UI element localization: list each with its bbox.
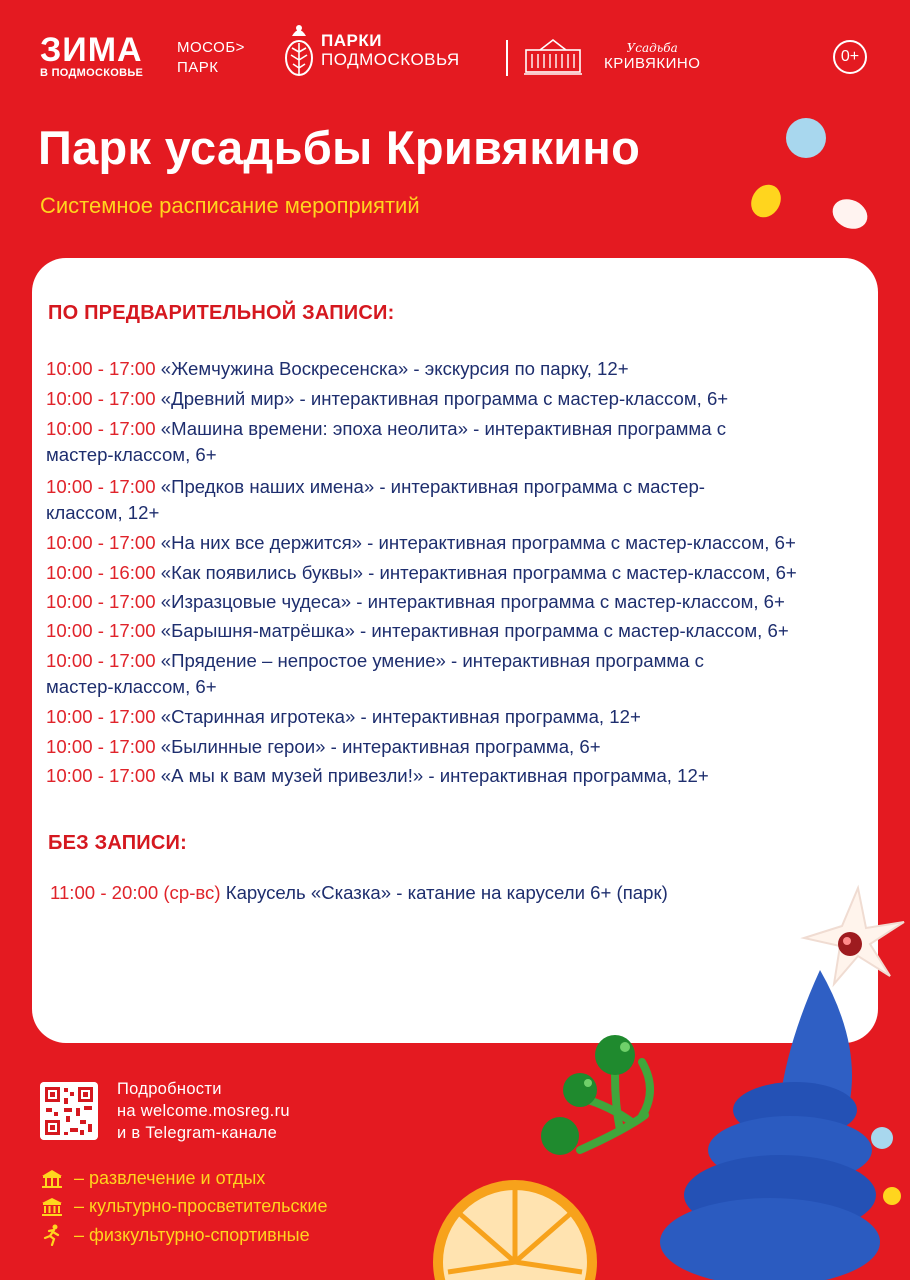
page-title: Парк усадьбы Кривякино bbox=[38, 121, 641, 174]
footer-info bbox=[117, 1078, 290, 1144]
event-time: 10:00 - 17:00 bbox=[46, 650, 156, 671]
decor-dot-white bbox=[828, 194, 872, 235]
museum-icon bbox=[40, 1197, 64, 1217]
event-item bbox=[46, 589, 876, 615]
event-time: 10:00 - 17:00 bbox=[46, 532, 156, 553]
event-item bbox=[46, 560, 876, 586]
event-time: 10:00 - 17:00 bbox=[46, 418, 156, 439]
event-text: «На них все держится» - интерактивная программа с мастер-классом, 6+ bbox=[160, 532, 796, 553]
decor-dot-blue bbox=[786, 118, 826, 158]
event-item bbox=[46, 416, 796, 468]
event-time: 10:00 - 17:00 bbox=[46, 358, 156, 379]
legend-label: – культурно-просветительские bbox=[74, 1196, 328, 1216]
event-text: «Жемчужина Воскресенска» - экскурсия по парку, 12+ bbox=[160, 358, 629, 379]
logo-parki-line2: ПОДМОСКОВЬЯ bbox=[321, 50, 460, 69]
age-rating-badge: 0+ bbox=[833, 40, 867, 74]
event-text: Карусель «Сказка» - катание на карусели 6+ (парк) bbox=[225, 882, 668, 903]
logo-divider bbox=[506, 40, 508, 76]
event-item bbox=[46, 530, 876, 556]
decor-dot-yellow bbox=[745, 179, 786, 222]
logo-parki-podmoskovya bbox=[283, 22, 460, 78]
event-item bbox=[46, 648, 766, 700]
event-item bbox=[46, 618, 876, 644]
logo-mosoblpark bbox=[177, 38, 245, 78]
event-text: «Прядение – непростое умение» - интерактивная программа с мастер-классом, 6+ bbox=[46, 650, 704, 697]
event-text: «Предков наших имена» - интерактивная программа с мастер-классом, 12+ bbox=[46, 476, 705, 523]
berry-branch-icon bbox=[541, 1035, 650, 1155]
logo-kriv-name: КРИВЯКИНО bbox=[604, 54, 701, 72]
page-subtitle: Системное расписание мероприятий bbox=[40, 193, 420, 218]
event-text: «Былинные герои» - интерактивная программа, 6+ bbox=[160, 736, 601, 757]
event-text: «Старинная игротека» - интерактивная программа, 12+ bbox=[160, 706, 641, 727]
legend-item-sports bbox=[40, 1224, 310, 1246]
footer-info-line2[interactable]: на welcome.mosreg.ru bbox=[117, 1102, 290, 1120]
legend-item-entertainment bbox=[40, 1168, 265, 1189]
event-item bbox=[46, 386, 876, 412]
logo-krivyakino bbox=[524, 36, 700, 76]
footer-info-line1: Подробности bbox=[117, 1080, 222, 1098]
decor-dot-small-yellow bbox=[883, 1187, 901, 1205]
event-item bbox=[46, 734, 876, 760]
event-text: «Машина времени: эпоха неолита» - интерактивная программа с мастер-классом, 6+ bbox=[46, 418, 727, 465]
event-text: «Древний мир» - интерактивная программа с мастер-классом, 6+ bbox=[160, 388, 729, 409]
logo-zima bbox=[40, 33, 143, 79]
event-time: 11:00 - 20:00 (ср-вс) bbox=[50, 882, 221, 903]
manor-house-icon bbox=[524, 36, 582, 76]
logo-parki-line1: ПАРКИ bbox=[321, 31, 382, 50]
event-time: 10:00 - 17:00 bbox=[46, 388, 156, 409]
event-text: «Барышня-матрёшка» - интерактивная программа с мастер-классом, 6+ bbox=[160, 620, 789, 641]
event-text: «Как появились буквы» - интерактивная программа с мастер-классом, 6+ bbox=[160, 562, 797, 583]
event-time: 10:00 - 17:00 bbox=[46, 476, 156, 497]
footer-info-line3: и в Telegram-канале bbox=[117, 1124, 278, 1142]
leaf-emblem-icon bbox=[283, 22, 315, 78]
logo-zima-subtitle: В ПОДМОСКОВЬЕ bbox=[40, 67, 144, 79]
event-time: 10:00 - 17:00 bbox=[46, 765, 156, 786]
event-time: 10:00 - 17:00 bbox=[46, 591, 156, 612]
qr-code-icon[interactable] bbox=[40, 1082, 98, 1140]
christmas-decoration-illustration bbox=[420, 880, 910, 1280]
event-time: 10:00 - 17:00 bbox=[46, 736, 156, 757]
section-heading-no-booking: БЕЗ ЗАПИСИ: bbox=[48, 832, 187, 854]
legend-item-cultural bbox=[40, 1196, 328, 1217]
event-time: 10:00 - 16:00 bbox=[46, 562, 156, 583]
section-heading-prebooking: ПО ПРЕДВАРИТЕЛЬНОЙ ЗАПИСИ: bbox=[48, 302, 395, 324]
event-item bbox=[46, 356, 876, 382]
event-text: «Изразцовые чудеса» - интерактивная программа с мастер-классом, 6+ bbox=[160, 591, 785, 612]
logo-mosobl-line2: ПАРК bbox=[177, 59, 219, 76]
carousel-icon bbox=[40, 1169, 64, 1189]
legend-label: – развлечение и отдых bbox=[74, 1168, 266, 1188]
knitted-tree-icon bbox=[660, 888, 904, 1280]
event-item bbox=[46, 763, 876, 789]
runner-icon bbox=[40, 1224, 64, 1246]
event-time: 10:00 - 17:00 bbox=[46, 706, 156, 727]
decor-dot-small-blue bbox=[871, 1127, 893, 1149]
logo-kriv-script: Усадьба bbox=[626, 40, 678, 55]
legend-label: – физкультурно-спортивные bbox=[74, 1224, 310, 1245]
event-time: 10:00 - 17:00 bbox=[46, 620, 156, 641]
event-item bbox=[46, 704, 876, 730]
orange-slice-icon bbox=[433, 1180, 597, 1280]
event-item bbox=[46, 474, 776, 526]
logo-mosobl-line1: МОСОБ> bbox=[177, 39, 245, 56]
event-text: «А мы к вам музей привезли!» - интерактивная программа, 12+ bbox=[160, 765, 709, 786]
logo-zima-title: ЗИМА bbox=[40, 31, 143, 69]
